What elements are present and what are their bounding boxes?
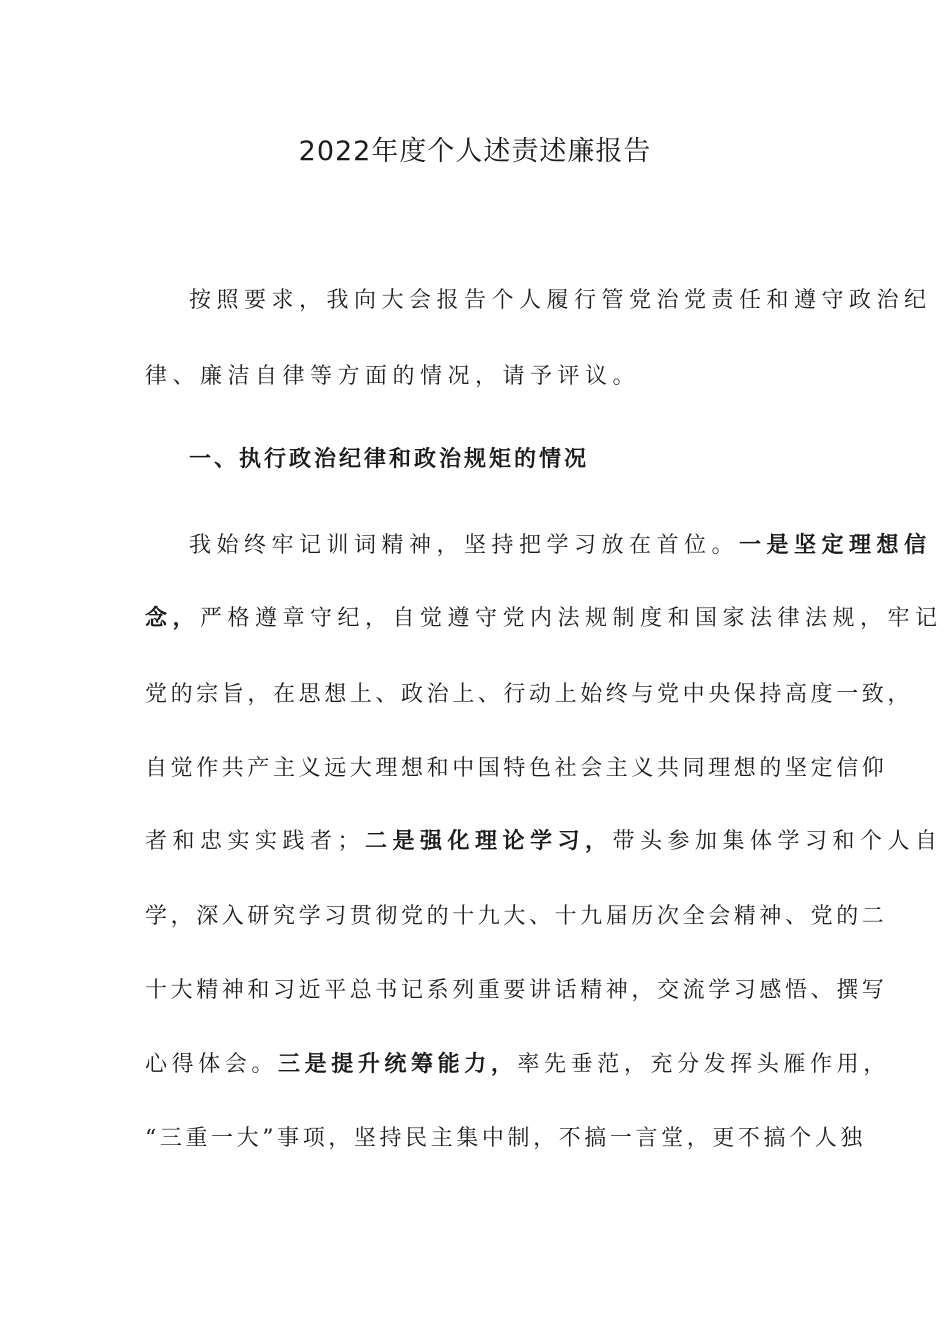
paragraph-line [145,599,943,639]
text-run: 十大精神和习近平总书记系列重要讲话精神，交流学习感悟、撰写 [145,978,888,1003]
paragraph-line [145,1045,890,1085]
bold-text-run: 念， [145,606,201,631]
text-run: 律、廉洁自律等方面的情况，请予评议。 [145,364,641,389]
paragraph-line [145,749,888,789]
paragraph-line [145,897,888,937]
text-run: 自觉作共产主义远大理想和中国特色社会主义共同理想的坚定信仰 [145,756,888,781]
text-run: 按照要求，我向大会报告个人履行管党治党责任和遵守政治纪 [189,288,932,313]
text-run: 者和忠实实践者； [145,829,366,854]
paragraph-line [145,281,932,321]
paragraph-line [145,526,932,566]
heading-text: 一、执行政治纪律和政治规矩的情况 [189,447,590,472]
text-run: 学，深入研究学习贯彻党的十九大、十九届历次全会精神、党的二 [145,904,888,929]
text-run: 党的宗旨，在思想上、政治上、行动上始终与党中央保持高度一致， [145,682,914,707]
paragraph-line [145,1119,866,1159]
paragraph-line [145,971,888,1011]
paragraph-line [145,822,943,862]
text-run: 率先垂范，充分发挥头雁作用， [517,1052,890,1077]
text-run: 我始终牢记训词精神，坚持把学习放在首位。 [189,533,740,558]
text-run: 心得体会。 [145,1052,279,1077]
section-heading [145,440,854,480]
paragraph-line [145,675,914,715]
bold-text-run: 一是坚定理想信 [739,533,932,558]
text-run: 带头参加集体学习和个人自 [612,829,943,854]
text-run: “三重一大”事项，坚持民主集中制，不搞一言堂，更不搞个人独 [145,1126,866,1151]
bold-text-run: 三是提升统筹能力， [278,1052,518,1077]
bold-text-run: 二是强化理论学习， [365,829,613,854]
text-run: 严格遵章守纪，自觉遵守党内法规制度和国家法律法规，牢记 [200,606,943,631]
document-title: 2022年度个人述责述廉报告 [298,136,652,167]
paragraph-line [145,357,810,397]
